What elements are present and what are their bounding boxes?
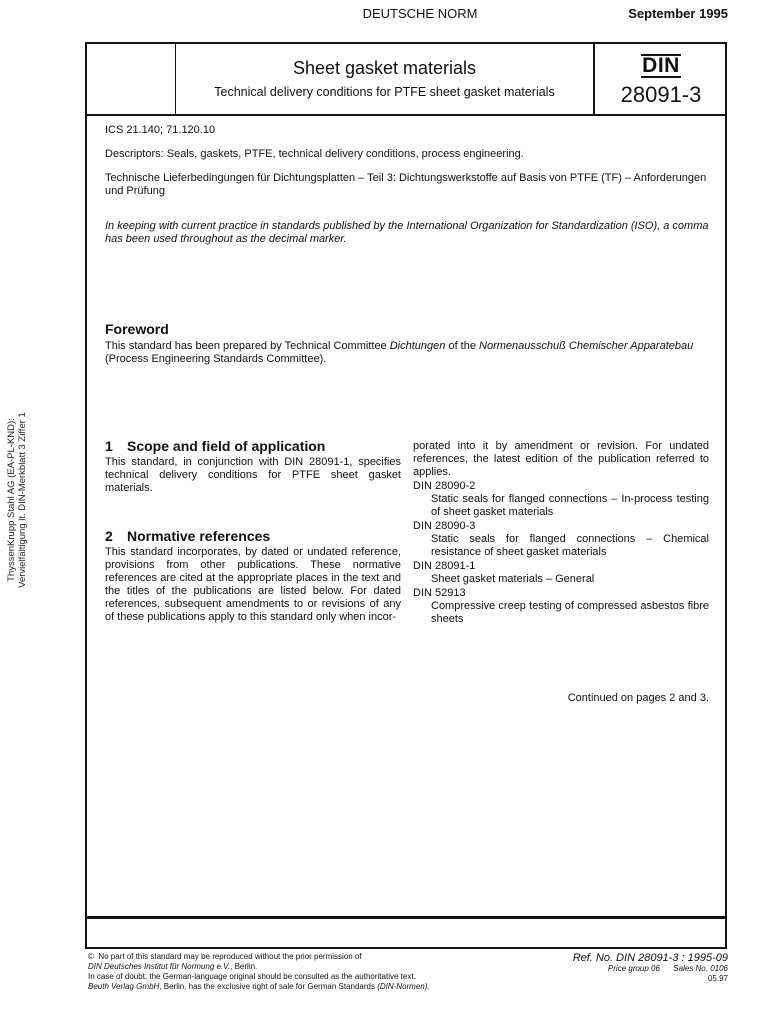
- foreword-heading: Foreword: [105, 321, 169, 337]
- title-block: [87, 44, 725, 116]
- copyright-text-4: , Berlin, has the exclusive right of sale for German Standards: [159, 982, 378, 991]
- series-label: DEUTSCHE NORM: [362, 6, 478, 21]
- document-title: Sheet gasket materials: [292, 58, 477, 78]
- din-logo-icon: DIN: [642, 54, 680, 77]
- reference-code: DIN 28090-2: [413, 480, 476, 492]
- foreword-text: [105, 340, 709, 366]
- reference-title: Static seals for flanged connections – In-process testing of sheet gasket materials: [431, 493, 709, 518]
- price-group: Price group 06: [607, 964, 660, 973]
- committee-name: Dichtungen: [389, 340, 446, 352]
- side-note: [6, 400, 28, 600]
- copyright-line-2: [88, 962, 430, 972]
- section-2-title: Normative references: [127, 528, 271, 544]
- ics-code: ICS 21.140; 71.120.10: [105, 124, 216, 136]
- publisher-name: Beuth Verlag GmbH: [88, 982, 160, 991]
- section-2-heading: [105, 530, 401, 543]
- reference-number: Ref. No. DIN 28091-3 : 1995-09: [572, 952, 728, 964]
- reference-item: [413, 587, 709, 626]
- reference-code: DIN 52913: [413, 587, 466, 599]
- reference-title: Compressive creep testing of compressed asbestos fibre sheets: [431, 600, 709, 625]
- reference-list: [413, 480, 709, 626]
- copyright-text-2: , Berlin.: [230, 962, 258, 971]
- reference-title: Sheet gasket materials – General: [431, 573, 595, 585]
- section-1-heading: [105, 440, 401, 453]
- reference-item: [413, 560, 709, 586]
- standard-id-cell: [593, 44, 727, 114]
- side-note-line-2: Vervielfältigung lt. DIN-Merkblatt 3 Ziffer 1: [17, 412, 28, 588]
- section-1-title: Scope and field of application: [127, 438, 326, 454]
- standards-body-name: Normenausschuß Chemischer Apparatebau: [479, 340, 694, 352]
- side-note-line-1: ThyssenKrupp Stahl AG (EA-PL-KND):: [6, 418, 17, 582]
- german-title: Technische Lieferbedingungen für Dichtungsplatten – Teil 3: Dichtungswerkstoffe auf Basis von PTFE (TF) – Anforderungen und Prüfung: [105, 172, 707, 197]
- copyright-notice: [88, 952, 430, 992]
- reference-code: DIN 28091-1: [413, 560, 476, 572]
- edition-code: 05.97: [707, 974, 728, 983]
- price-sales-line: [573, 964, 728, 974]
- decimal-marker-note: In keeping with current practice in standards published by the International Organization for Standardization (ISO), a comma has been used throughout as the decimal marker.: [105, 220, 709, 245]
- copyright-line-3: In case of doubt, the German-language original should be consulted as the authoritative text.: [88, 972, 416, 981]
- din-normen-label: (DIN-Normen).: [377, 982, 430, 991]
- reference-code: DIN 28090-3: [413, 520, 476, 532]
- section-2-text: This standard incorporates, by dated or undated reference, provisions from other publications. These normative references are cited at the appropriate places in the text and the titles of the publications are listed below. For dated references, subsequent amendments to or revisions of any of these publications apply to this standard only when incor-: [105, 546, 401, 623]
- title-block-empty-cell: [87, 44, 176, 114]
- document-subtitle: Technical delivery conditions for PTFE sheet gasket materials: [214, 85, 555, 99]
- section-1: [105, 440, 401, 495]
- sales-number: Sales No. 0106: [673, 964, 728, 973]
- foreword-text-3: (Process Engineering Standards Committee).: [105, 353, 327, 365]
- section-2-number: 2: [105, 528, 113, 544]
- section-2-continuation: porated into it by amendment or revision. For undated references, the latest edition of the publication referred to applies.: [413, 440, 709, 478]
- section-2-continued: [413, 440, 709, 626]
- copyright-text-1: No part of this standard may be reproduced without the prior permission of: [98, 952, 362, 961]
- title-cell: [176, 44, 593, 114]
- din-institute-name: DIN Deutsches Institut für Normung e.V.: [88, 962, 231, 971]
- reference-item: [413, 520, 709, 559]
- reference-item: [413, 480, 709, 519]
- copyright-icon: ©: [88, 952, 94, 961]
- document-frame: [85, 42, 727, 918]
- publication-date: September 1995: [628, 6, 728, 21]
- copyright-line-1: [88, 952, 430, 962]
- section-2: [105, 530, 401, 624]
- section-1-number: 1: [105, 438, 113, 454]
- copyright-line-4: [88, 982, 430, 992]
- descriptors: Descriptors: Seals, gaskets, PTFE, technical delivery conditions, process engineering.: [105, 148, 524, 160]
- reference-block: [573, 952, 728, 984]
- foreword-text-1: This standard has been prepared by Technical Committee: [105, 340, 390, 352]
- continued-note: Continued on pages 2 and 3.: [567, 692, 709, 704]
- foreword-text-2: of the: [445, 340, 480, 352]
- lower-frame: [85, 918, 727, 949]
- section-1-text: This standard, in conjunction with DIN 28091-1, specifies technical delivery conditions for PTFE sheet gasket materials.: [105, 456, 401, 494]
- standard-number: 28091-3: [620, 82, 702, 107]
- reference-title: Static seals for flanged connections – Chemical resistance of sheet gasket materials: [431, 533, 709, 558]
